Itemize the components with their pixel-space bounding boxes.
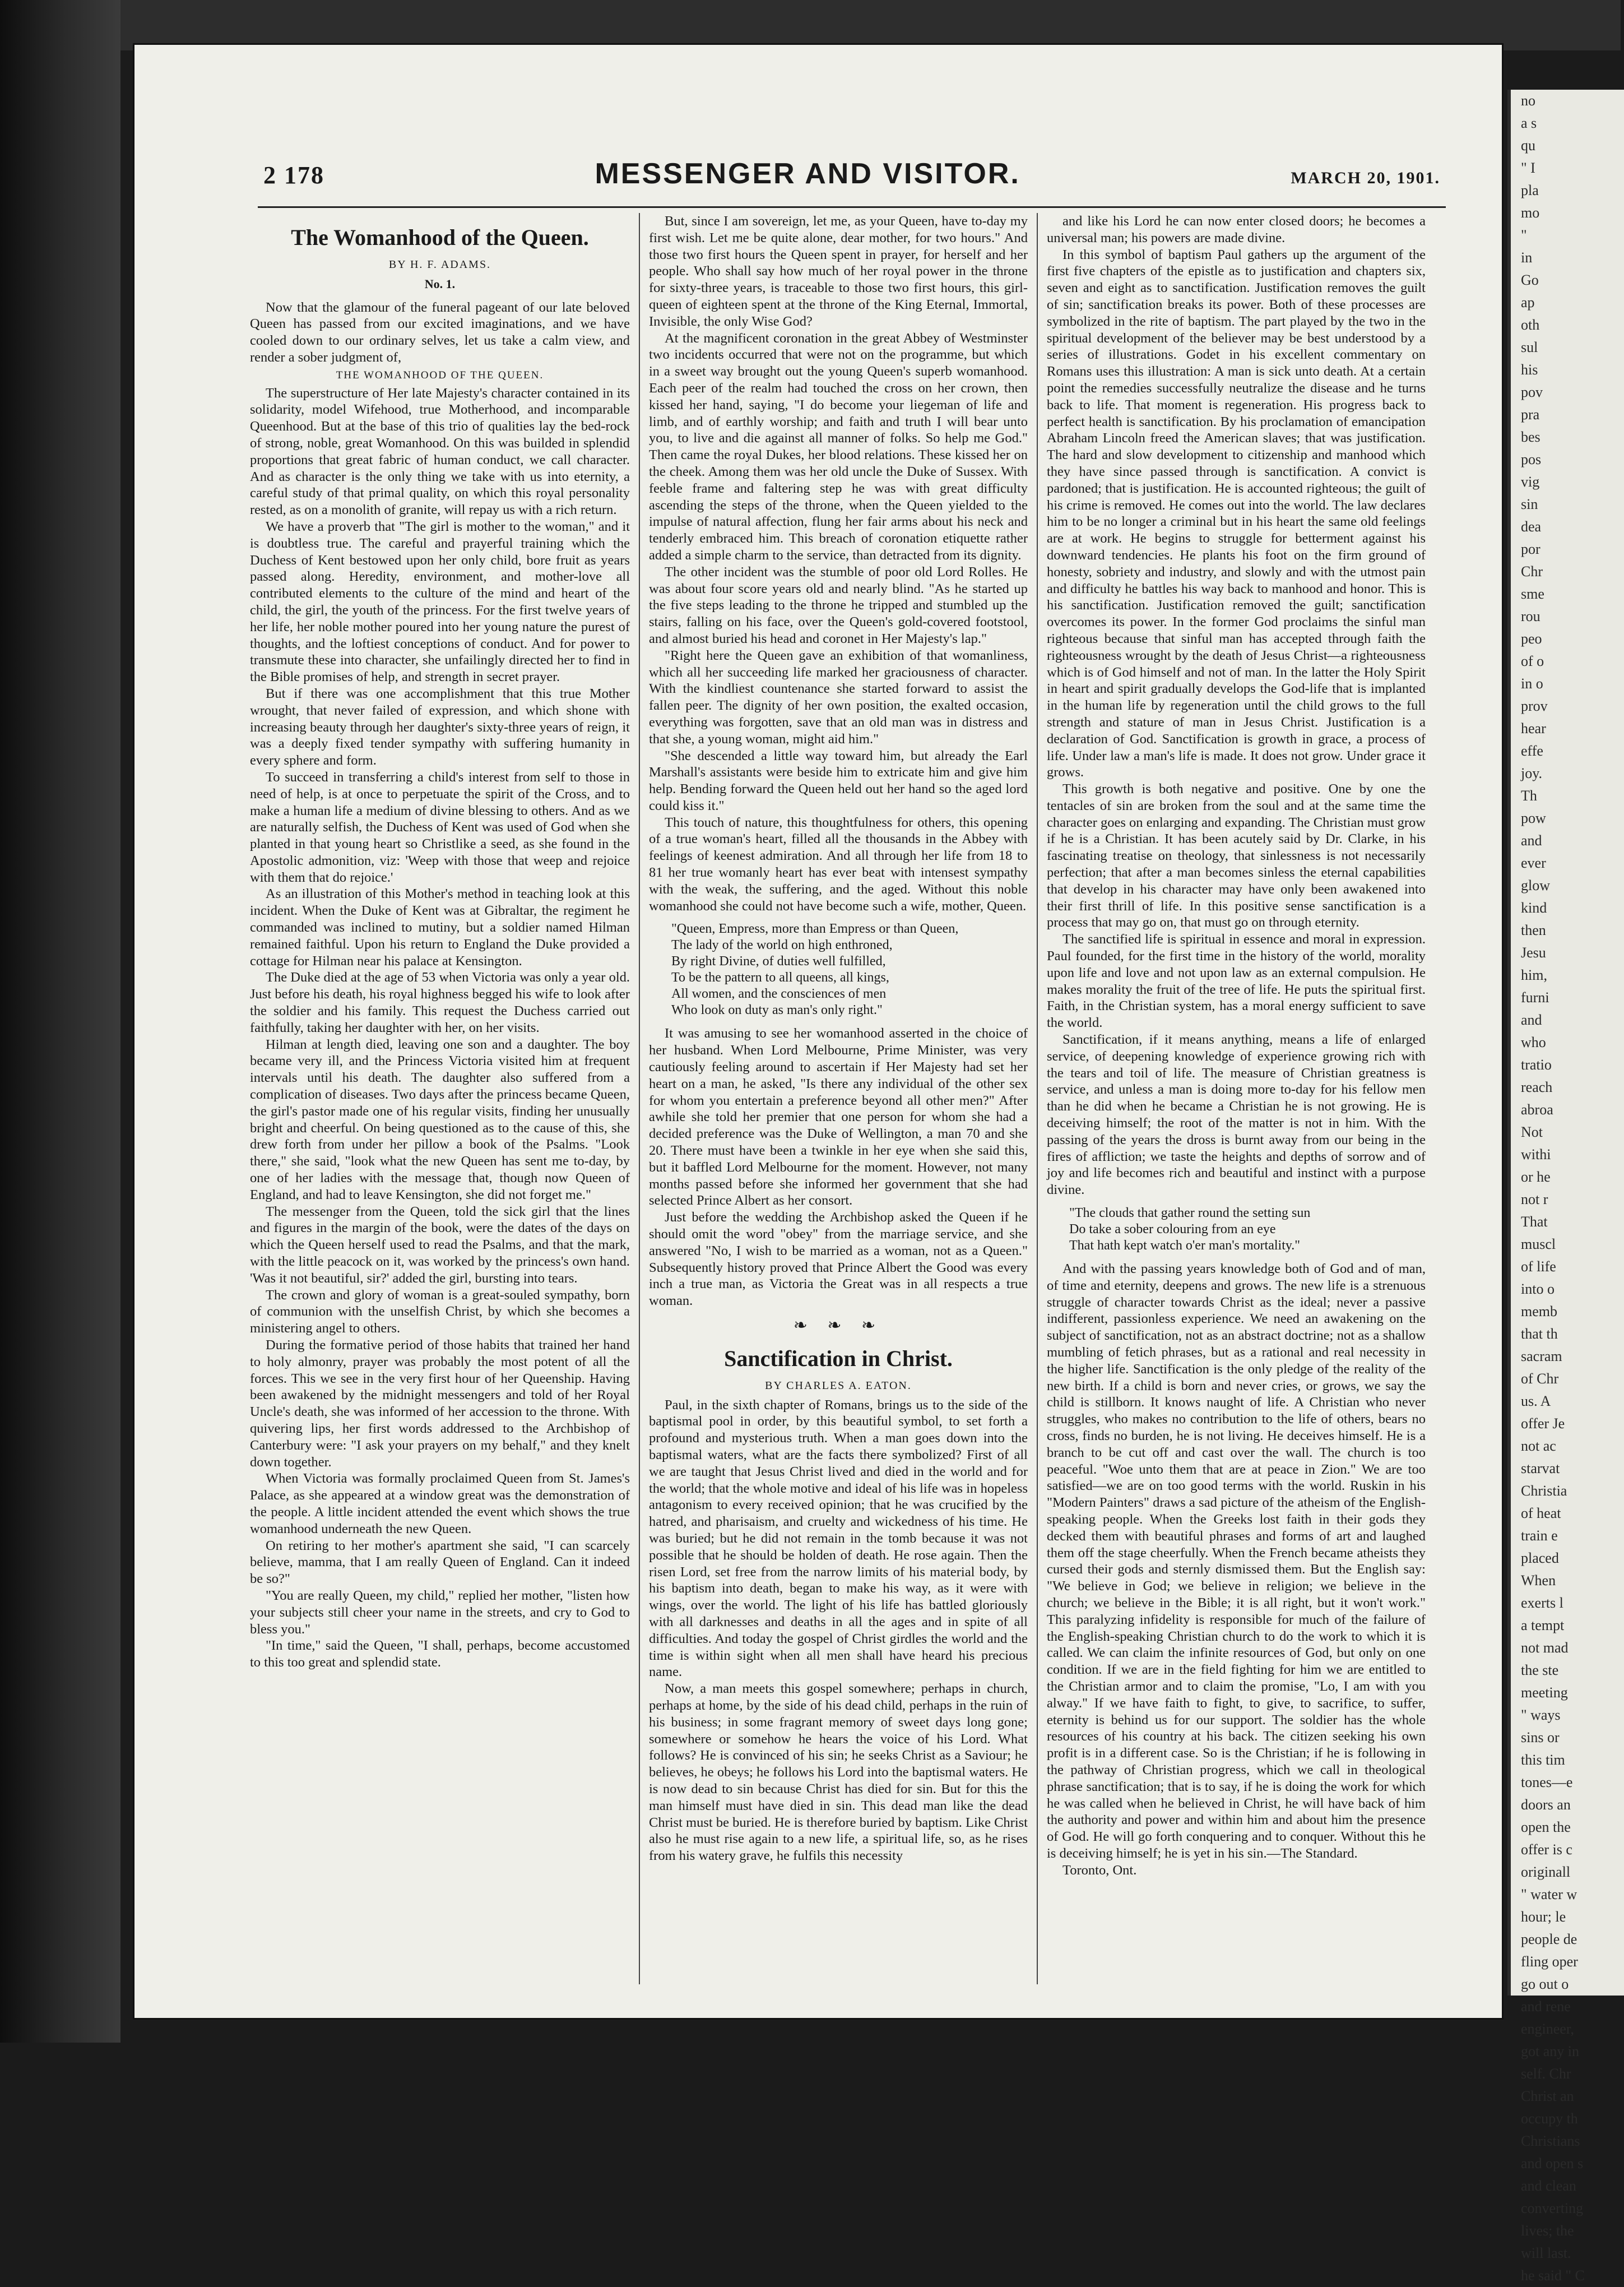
newspaper-page xyxy=(134,45,1502,2018)
adjacent-page-line: Christians xyxy=(1521,2133,1580,2149)
poem-line: Do take a sober colouring from an eye xyxy=(1069,1222,1276,1237)
adjacent-page-line: " I xyxy=(1521,160,1535,176)
article-paragraph: The crown and glory of woman is a great-souled sympathy, born of communion with the unselfish Christ, by which she becomes a ministering angel to others. xyxy=(250,1287,630,1336)
adjacent-page-line: originall xyxy=(1521,1864,1571,1880)
adjacent-page-line: will last. xyxy=(1521,2245,1571,2261)
adjacent-page-line: sul xyxy=(1521,339,1538,355)
article-headline: Sanctification in Christ. xyxy=(724,1345,953,1371)
adjacent-page-line: lives; the xyxy=(1521,2223,1574,2239)
adjacent-page-line: muscl xyxy=(1521,1236,1556,1252)
article-paragraph: "She descended a little way toward him, but already the Earl Marshall's assistants were beside him to extricate him and give him help. Bending forward the Queen held out her hand so the aged lord could kiss it." xyxy=(649,748,1028,813)
adjacent-page-line: ever xyxy=(1521,855,1546,871)
adjacent-page-line: starvat xyxy=(1521,1460,1560,1476)
adjacent-page-line: in o xyxy=(1521,675,1543,692)
adjacent-page-line: of heat xyxy=(1521,1505,1561,1521)
adjacent-page-line: him, xyxy=(1521,967,1547,983)
adjacent-page-line: " ways xyxy=(1521,1707,1561,1723)
adjacent-page-line: peo xyxy=(1521,631,1542,647)
adjacent-page-line: " xyxy=(1521,227,1527,243)
adjacent-page-line: furni xyxy=(1521,989,1549,1006)
adjacent-page-line: vig xyxy=(1521,474,1540,490)
adjacent-page-line: pov xyxy=(1521,384,1543,400)
article-paragraph: To succeed in transferring a child's interest from self to those in need of help, is at once to perpetuate the spirit of the Cross, and to make a human life a medium of divine blessing to others. And as we are naturally selfish, the Duchess of Kent was used of God when she planted in that young heart so Christlike a seed, as she found in the Apostolic admonition, viz: 'Weep with those that weep and rejoice with them that do rejoice.' xyxy=(250,769,630,885)
article-paragraph: This touch of nature, this thoughtfulness for others, this opening of a true woman's heart, filled all the thousands in the Abbey with feelings of keenest admiration. And all through her life from 18 to 81 her true womanly heart has ever beat with intensest sympathy with the weak, the suffering, and the aged. Without this noble womanhood she could not have become such a wife, mother, Queen. xyxy=(649,814,1028,914)
poem-line: That hath kept watch o'er man's mortality." xyxy=(1069,1238,1301,1253)
adjacent-page-line: hear xyxy=(1521,720,1546,737)
adjacent-page-line: tones—e xyxy=(1521,1774,1573,1790)
adjacent-page-line: of o xyxy=(1521,653,1544,669)
article-paragraph: The Duke died at the age of 53 when Victoria was only a year old. Just before his death, his royal highness begged his wife to look after the soldier and his family. This request the Duchess carried out faithfully, taking her daughter with her, on her visits. xyxy=(250,970,630,1035)
adjacent-page-line: oth xyxy=(1521,317,1540,333)
adjacent-page-line: hour; le xyxy=(1521,1909,1566,1925)
adjacent-page-line: and clean xyxy=(1521,2178,1576,2194)
adjacent-page-line: Chr xyxy=(1521,563,1543,580)
article-place: Toronto, Ont. xyxy=(1062,1862,1137,1878)
adjacent-page-line: bes xyxy=(1521,429,1541,445)
adjacent-page-line: us. A xyxy=(1521,1393,1551,1409)
adjacent-page-line: pow xyxy=(1521,810,1546,826)
adjacent-page-line: and open s xyxy=(1521,2155,1584,2172)
adjacent-page-line: not r xyxy=(1521,1191,1548,1207)
adjacent-page-line: tratio xyxy=(1521,1057,1552,1073)
article-byline: BY H. F. ADAMS. xyxy=(388,258,491,271)
adjacent-page-line: placed xyxy=(1521,1550,1559,1566)
adjacent-page-line: joy. xyxy=(1521,765,1543,781)
adjacent-page-line: rou xyxy=(1521,608,1541,624)
adjacent-page-line: prov xyxy=(1521,698,1548,714)
article-paragraph: "You are really Queen, my child," replied her mother, "listen how your subjects still cheer your name in the streets, and cry to God to bless you." xyxy=(250,1587,630,1637)
masthead xyxy=(134,157,1502,202)
adjacent-page-line: not ac xyxy=(1521,1438,1556,1454)
article-paragraph: We have a proverb that "The girl is mother to the woman," and it is doubtless true. The careful and prayerful training which the Duchess of Kent bestowed upon her only child, bore fruit as years passed along. Heredity, environment, and mother-love all contributed elements to the culture of the mind and heart of the child, the girl, the youth of the princess. For the first twelve years of her life, her noble mother poured into her young nature the purest of thoughts, and the loftiest conceptions of conduct. And for power to transmute these into character, she unfailingly directed her to find in the Bible promises of help, and strength in secret prayer. xyxy=(250,518,630,685)
article-paragraph: "In time," said the Queen, "I shall, perhaps, become accustomed to this too great and splendid state. xyxy=(250,1638,630,1670)
adjacent-page-line: offer Je xyxy=(1521,1415,1565,1432)
adjacent-page-line: that th xyxy=(1521,1326,1558,1342)
adjacent-page-line: Th xyxy=(1521,788,1537,804)
adjacent-page-line: Christ an xyxy=(1521,2088,1574,2104)
adjacent-page-line: meeting xyxy=(1521,1684,1568,1701)
adjacent-page-line: kind xyxy=(1521,900,1547,916)
column-1 xyxy=(241,213,639,1984)
adjacent-page-line: a tempt xyxy=(1521,1617,1565,1633)
article-paragraph: On retiring to her mother's apartment she said, "I can scarcely believe, mamma, that I am really Queen of England. Can it indeed be so?" xyxy=(250,1538,630,1587)
adjacent-page-line: of life xyxy=(1521,1258,1556,1275)
article-paragraph: Now that the glamour of the funeral pageant of our late beloved Queen has passed from our excited imaginations, and we have cooled down to our ordinary selves, let us take a calm view, and render a sober judgment of, xyxy=(250,299,630,365)
section-ornament: ❧ ❧ ❧ xyxy=(793,1316,884,1335)
article-paragraph: When Victoria was formally proclaimed Queen from St. James's Palace, as she appeared at a window great was the demonstration of the people. A little incident attended the event which shows the true womanhood underneath the new Queen. xyxy=(250,1471,630,1536)
adjacent-page-line: in xyxy=(1521,249,1533,266)
adjacent-page-line: train e xyxy=(1521,1527,1558,1544)
adjacent-page-line: dea xyxy=(1521,518,1542,535)
article-paragraph: Sanctification, if it means anything, means a life of enlarged service, of deepening knowledge of experience growing rich with the tears and toil of life. The measure of Christian greatness is service, and unless a man is doing more to-day for his fellow men than he did when he became a Christian he is not growing. He is deceiving himself; the root of the matter is not in him. With the passing of the years the dross is burnt away from our being in the fires of affliction; we taste the heights and depths of sorrow and of joy and life becomes rich and beautiful and instinct with a purpose divine. xyxy=(1047,1032,1426,1198)
article-byline: BY CHARLES A. EATON. xyxy=(765,1379,912,1392)
poem-line: The lady of the world on high enthroned, xyxy=(671,938,893,953)
adjacent-page-line: When xyxy=(1521,1572,1556,1589)
adjacent-page-line: Jesu xyxy=(1521,945,1546,961)
column-3 xyxy=(1037,213,1435,1984)
article-paragraph: The sanctified life is spiritual in essence and moral in expression. Paul founded, for the first time in the history of the world, morality upon life and love and not upon law as an external compulsion. He makes morality the fruit of the tree of life. He puts the spiritual first. Faith, in the Christian system, has a moral energy sufficient to save the world. xyxy=(1047,932,1426,1031)
quoted-poem xyxy=(1069,1205,1426,1254)
article-paragraph: Just before the wedding the Archbishop asked the Queen if he should omit the word "obey" from the marriage service, and she answered "No, I wish to be married as a woman, not as a Queen." Subsequently history proved that Prince Albert the Good was every inch a true man, as Victoria the Great was in all respects a true woman. xyxy=(649,1210,1028,1309)
article-headline: The Womanhood of the Queen. xyxy=(291,225,589,250)
adjacent-page-line: sme xyxy=(1521,586,1544,602)
adjacent-page-line: fling oper xyxy=(1521,1953,1578,1970)
article-paragraph: It was amusing to see her womanhood asserted in the choice of her husband. When Lord Melbourne, Prime Minister, was very cautiously feeling around to ascertain if Her Majesty had set her heart on a man, he asked, "Is there any individual of the other sex for whom you entertain a preference beyond all other men?" After awhile she told her premier that one person for whom she had a decided preference was the Duke of Wellington, a man 70 and she 20. There must have been a twinkle in her eye when she said this, but it baffled Lord Melbourne for the moment. However, not many months passed before she informed her government that she had selected Prince Albert as her consort. xyxy=(649,1026,1028,1209)
poem-line: "The clouds that gather round the setting sun xyxy=(1069,1206,1311,1221)
adjacent-page-line: converting xyxy=(1521,2200,1584,2216)
article-columns xyxy=(134,213,1502,1984)
adjacent-page-line: memb xyxy=(1521,1303,1557,1320)
article-paragraph: and like his Lord he can now enter closed doors; he becomes a universal man; his powers are made divine. xyxy=(1047,214,1426,246)
poem-line: "Queen, Empress, more than Empress or than Queen, xyxy=(671,922,959,937)
adjacent-page-line: into o xyxy=(1521,1281,1555,1297)
article-paragraph: The other incident was the stumble of poor old Lord Rolles. He was about four score years old and nearly blind. "As he started up the five steps leading to the throne he tripped and stumbled up the stairs, falling on his face, over the Queen's gold-covered footstool, and almost buried his head and coronet in Her Majesty's lap." xyxy=(649,564,1028,646)
poem-line: Who look on duty as man's only right." xyxy=(671,1003,883,1018)
adjacent-page-line: " water w xyxy=(1521,1886,1577,1902)
adjacent-page-line: people de xyxy=(1521,1931,1577,1947)
adjacent-page-line: Go xyxy=(1521,272,1539,288)
adjacent-page-line: withi xyxy=(1521,1146,1551,1163)
section-caption: THE WOMANHOOD OF THE QUEEN. xyxy=(336,369,544,381)
adjacent-page-line: effe xyxy=(1521,743,1543,759)
article-paragraph: During the formative period of those habits that trained her hand to holy almonry, prayer was probably the most potent of all the forces. This we see in the very first hour of her Queenship. Having been awakened by the midnight messengers and told of her Royal Uncle's death, she was informed of her accession to the throne. With quivering lips, her first words addressed to the Archbishop of Canterbury were: "I ask your prayers on my behalf," and they knelt down together. xyxy=(250,1337,630,1470)
adjacent-page-line: glow xyxy=(1521,877,1550,893)
adjacent-page-line: not mad xyxy=(1521,1640,1569,1656)
newspaper-title: MESSENGER AND VISITOR. xyxy=(595,158,1020,190)
article-paragraph: But if there was one accomplishment that this true Mother wrought, that never failed of expression, and which shone with increasing beauty through her daughter's sixty-three years of reign, it was a deeply fixed tender sympathy with suffering humanity in every sphere and form. xyxy=(250,686,630,768)
adjacent-page-line: sin xyxy=(1521,496,1538,512)
article-paragraph: And with the passing years knowledge both of God and of man, of time and eternity, deepens and grows. The new life is a strenuous struggle of character towards Christ as the ideal; never a passive indifferent, passionless experience. We need an awakening on the subject of sanctification, not as an abstract doctrine; not as a shallow mumbling of fetich phrases, but as a rational and real necessity in the higher life. Sanctification is the only pledge of the reality of the new birth. If a child is born and never cries, or grows, we say the child is stillborn. It knows naught of life. A Christian who never struggles, who makes no contribution to the life of others, bears no cross, finds no burden, he is not living. He deceives himself. He is a branch to be cut off and cast over the wall. The church is too peaceful. "Woe unto them that are at peace in Zion." We are too satisfied—we are on too good terms with the world. Ruskin in his "Modern Painters" draws a sad picture of the atheism of the English-speaking people. When the Greeks lost faith in their gods they decked them with beautiful phrases and forms of art and laughed them off the stage cheerfully. When the French became atheists they cursed their gods and sternly dismissed them. But the English say: "We believe in God; we believe in religion; we believe in the church; we believe in the Bible; it is all right, but it won't work." This paralyzing infidelity is responsible for much of the failure of the English-speaking Christian church to do the work to which it is called. We can claim the infinite resources of God, but only on one condition. If we are in the field fighting for him we are entitled to the Christian armor and to claim the promise, "Lo, I am with you alway." If we have faith to fight, to give, to sacrifice, to suffer, eternity is behind us for our support. The soldier has the whole resources of his country at his back. The citizen seeking his own profit is in a different case. So is the Christian; if he is following in the pathway of Christian progress, which we call in theological phrase sanctification; that is to say, if he is doing the work for which he was called when he believed in Christ, he will have back of him the authority and power and within him and about him the presence of God. He will go forth conquering and to conquer. Without this he is deceiving himself; he is yet in his sin.—The Standard. xyxy=(1047,1261,1426,1861)
adjacent-page-fragment xyxy=(1507,90,1624,2284)
issue-date: MARCH 20, 1901. xyxy=(1291,169,1440,187)
adjacent-page-line: this tim xyxy=(1521,1752,1565,1768)
adjacent-page-line: pla xyxy=(1521,182,1539,198)
adjacent-page-line: open the xyxy=(1521,1819,1571,1835)
adjacent-page-line: self. Chr xyxy=(1521,2066,1571,2082)
article-paragraph: Hilman at length died, leaving one son and a daughter. The boy became very ill, and the Princess Victoria visited him at frequent intervals until his death. The daughter also suffered from a complication of diseases. Two days after the princess became Queen, the girl's pastor made one of his regular visits, finding her unusually bright and cheerful. On being questioned as to the cause of this, she drew forth from under her pillow a book of the Psalms. "Look there," she said, "look what the new Queen has sent me to-day, by one of her ladies with the message that, though now Queen of England, and had to leave Kensington, she did not forget me." xyxy=(250,1036,630,1202)
adjacent-page-line: mo xyxy=(1521,205,1540,221)
article-paragraph: "Right here the Queen gave an exhibition of that womanliness, which all her succeeding life marked her graciousness of character. With the kindliest countenance she started forward to assist the fallen peer. The dignity of her own position, the exalted occasion, everything was forgotten, save that an old man was in distress and that she, a young woman, might aid him." xyxy=(649,647,1028,747)
adjacent-page-line: he said " C xyxy=(1521,2267,1585,2284)
adjacent-page-line: got any in xyxy=(1521,2043,1579,2059)
adjacent-page-line: qu xyxy=(1521,137,1535,154)
article-paragraph: Paul, in the sixth chapter of Romans, brings us to the side of the baptismal pool in order, by this beautiful symbol, to set forth a profound and mysterious truth. When a man goes down into the baptismal waters, what are the facts there symbolized? First of all we are taught that Jesus Christ lived and died in the world and for the world; that the whole motive and ideal of his life was in hopeless antagonism to every received opinion; that he was crucified by the hatred, and pharisaism, and cruelty and wickedness of his time. He was buried; but he did not remain in the tomb because it was not possible that he should be holden of death. He rose again. Then the risen Lord, set free from the narrow limits of his material body, by his baptism into death, began to make his way, as it were with wings, over the world. The light of his life has battled gloriously with all darknesses and deaths in all the ages and in spite of all difficulties. And today the gospel of Christ girdles the world and the time is within sight when all men shall have heard his precious name. xyxy=(649,1397,1028,1680)
adjacent-page-line: and rene xyxy=(1521,1998,1571,2015)
adjacent-page-line: Not xyxy=(1521,1124,1543,1140)
article-paragraph: In this symbol of baptism Paul gathers up the argument of the first five chapters of the epistle as to justification and chapters six, seven and eight as to sanctification. Justification removes the guilt of sin; sanctification breaks its power. Both of these processes are symbolized in the rite of baptism. The part played by the two in the spiritual development of the believer may be best understood by a series of illustrations. Godet in his excellent commentary on Romans uses this illustration: A man is sick unto death. At a certain point the remedies successfully neutralize the disease and he turns back to life. That moment is regeneration. His progress back to perfect health is sanctification. By his proclamation of emancipation Abraham Lincoln freed the American slaves; that was justification. The hard and slow development to citizenship and manhood which they have since passed through is sanctification. A convict is pardoned; that is justification. He is accounted righteous; the guilt of his crime is removed. He comes out into the world. The law declares him to be no longer a criminal but in his heart the same old feelings are at work. He begins to struggle for betterment against his downward tendencies. He plants his foot on the firm ground of honesty, sobriety and industry, and slowly and with the utmost pain and difficulty he battles his way back to manhood and honor. This is his sanctification. Justification removed the guilt; sanctification overcomes its power. In the former God proclaims the sinful man righteous because that sinful man has accepted through faith the righteousness wrought by the death of Jesus Christ—a righteousness which is of God himself and not of man. In the latter the Holy Spirit in heart and spirit gradually develops the God-life that is implanted in the human life by regeneration until the child grows to the full strength and stature of man in Jesus Christ. Justification is a declaration of God. Sanctification is growth in grace, a process of life. Under law a man's life is made. It does not grow. Under grace it grows. xyxy=(1047,247,1426,780)
adjacent-page-line: sins or xyxy=(1521,1729,1560,1746)
article-paragraph: At the magnificent coronation in the great Abbey of Westminster two incidents occurred that were not on the programme, but which in a sweet way brought out the young Queen's superb womanhood. Each peer of the realm had touched the cross on her crown, then kissed her hand, saying, "I do become your liegeman of life and limb, and of earthly worship; and faith and truth I will bear unto you, to live and die against all manner of folks. So help me God." Then came the royal Dukes, her blood relations. These kissed her on the cheek. Among them was her old uncle the Duke of Sussex. With feeble frame and faltering step he was with great difficulty ascending the steps of the throne, when the Queen yielded to the impulse of natural affection, flung her fair arms about his neck and tenderly embraced him. This breach of coronation etiquette rather added a simple charm to the service, than detracted from its dignity. xyxy=(649,330,1028,563)
adjacent-page-line: That xyxy=(1521,1214,1548,1230)
column-2 xyxy=(639,213,1037,1984)
adjacent-page-line: abroa xyxy=(1521,1101,1553,1118)
poem-line: To be the pattern to all queens, all kings, xyxy=(671,970,889,985)
adjacent-page-line: then xyxy=(1521,922,1546,938)
adjacent-page-line: or he xyxy=(1521,1169,1551,1185)
article-paragraph: The messenger from the Queen, told the sick girl that the lines and figures in the margin of the book, were the dates of the days on which the Queen herself used to read the Psalms, and that the mark, with the little peacock on it, was worked by the princess's own hand. 'Was it not beautiful, sir?' added the girl, bursting into tears. xyxy=(250,1203,630,1286)
adjacent-page-line: engineer, xyxy=(1521,2021,1574,2037)
adjacent-page-line: who xyxy=(1521,1034,1546,1050)
adjacent-page-line: pos xyxy=(1521,451,1542,467)
article-paragraph: This growth is both negative and positive. One by one the tentacles of sin are broken from the soul and at the same time the character goes on enlarging and expanding. The Christian must grow if he is a Christian. It has been acutely said by Dr. Clarke, in his fascinating treatise on theology, that sinlessness is not necessarily perfection; that after a man becomes sinless the eternal capabilities that develop in his character may have only been awakened into their first thrill of life. In this positive sense sanctification is a process that may go on, that must go on through eternity. xyxy=(1047,781,1426,930)
adjacent-page-line: his xyxy=(1521,362,1538,378)
adjacent-page-line: doors an xyxy=(1521,1797,1571,1813)
adjacent-page-line: the ste xyxy=(1521,1662,1559,1678)
adjacent-page-line: occupy th xyxy=(1521,2110,1578,2127)
adjacent-page-line: offer is c xyxy=(1521,1841,1572,1858)
adjacent-page-line: a s xyxy=(1521,115,1537,131)
adjacent-page-line: sacram xyxy=(1521,1348,1562,1364)
poem-line: All women, and the consciences of men xyxy=(671,987,887,1002)
poem-line: By right Divine, of duties well fulfilled, xyxy=(671,954,886,969)
adjacent-page-line: no xyxy=(1521,92,1535,109)
scan-border-top xyxy=(0,0,1621,50)
adjacent-page-line: pra xyxy=(1521,406,1540,423)
article-paragraph: As an illustration of this Mother's method in teaching look at this incident. When the Duke of Kent was at Gibraltar, the regiment he commanded was inclined to mutiny, but a soldier named Hilman remained faithful. Upon his return to England the Duke provided a cottage for Hilman near his palace at Kensington. xyxy=(250,886,630,969)
masthead-rule xyxy=(258,206,1446,208)
quoted-poem xyxy=(671,921,1028,1018)
adjacent-page-line: Christia xyxy=(1521,1483,1567,1499)
article-paragraph: Now, a man meets this gospel somewhere; perhaps in church, perhaps at home, by the side of his dead child, perhaps in the ruin of his business; in some fragrant memory of sweet days long gone; somewhere or somehow he hears the voice of his Lord. What follows? He is convinced of his sin; he seeks Christ as a Saviour; he believes, he obeys; he follows his Lord into the baptismal waters. He is now dead to sin because Christ has died for sin. But for this the man himself must have died in sin. This dead man like the dead Christ must be buried. He is therefore buried by baptism. Like Christ also he must rise again to a new life, a spiritual life, so, as he rises from his watery grave, he fulfils this necessity xyxy=(649,1681,1028,1864)
adjacent-page-line: and xyxy=(1521,832,1542,849)
page-number: 2 178 xyxy=(263,161,324,189)
article-paragraph: The superstructure of Her late Majesty's character contained in its solidarity, model Wifehood, true Motherhood, and incomparable Queenhood. But at the base of this trio of qualities lay the bed-rock of strong, noble, great Womanhood. On this was builded in splendid proportions that great fabric of human conduct, we call character. And as character is the only thing we take with us into eternity, a careful study of that primal quality, on which this royal personality rested, as on a monolith of granite, will repay us with a rich return. xyxy=(250,385,630,518)
adjacent-page-line: ap xyxy=(1521,294,1535,311)
article-paragraph: But, since I am sovereign, let me, as your Queen, have to-day my first wish. Let me be quite alone, dear mother, for two hours." And those two first hours the Queen spent in prayer, for herself and her people. Who shall say how much of her royal power in the throne for sixty-three years, is traceable to those two first hours, this girl-queen of eighteen spent at the throne of the King Eternal, Immortal, Invisible, the only Wise God? xyxy=(649,214,1028,329)
adjacent-page-line: exerts l xyxy=(1521,1595,1563,1611)
scan-border-left xyxy=(0,0,120,2043)
adjacent-page-line: of Chr xyxy=(1521,1371,1559,1387)
article-part-number: No. 1. xyxy=(424,276,456,291)
adjacent-page-line: go out o xyxy=(1521,1976,1569,1992)
adjacent-page-line: reach xyxy=(1521,1079,1553,1095)
adjacent-page-line: por xyxy=(1521,541,1541,557)
adjacent-page-line: and xyxy=(1521,1012,1542,1028)
